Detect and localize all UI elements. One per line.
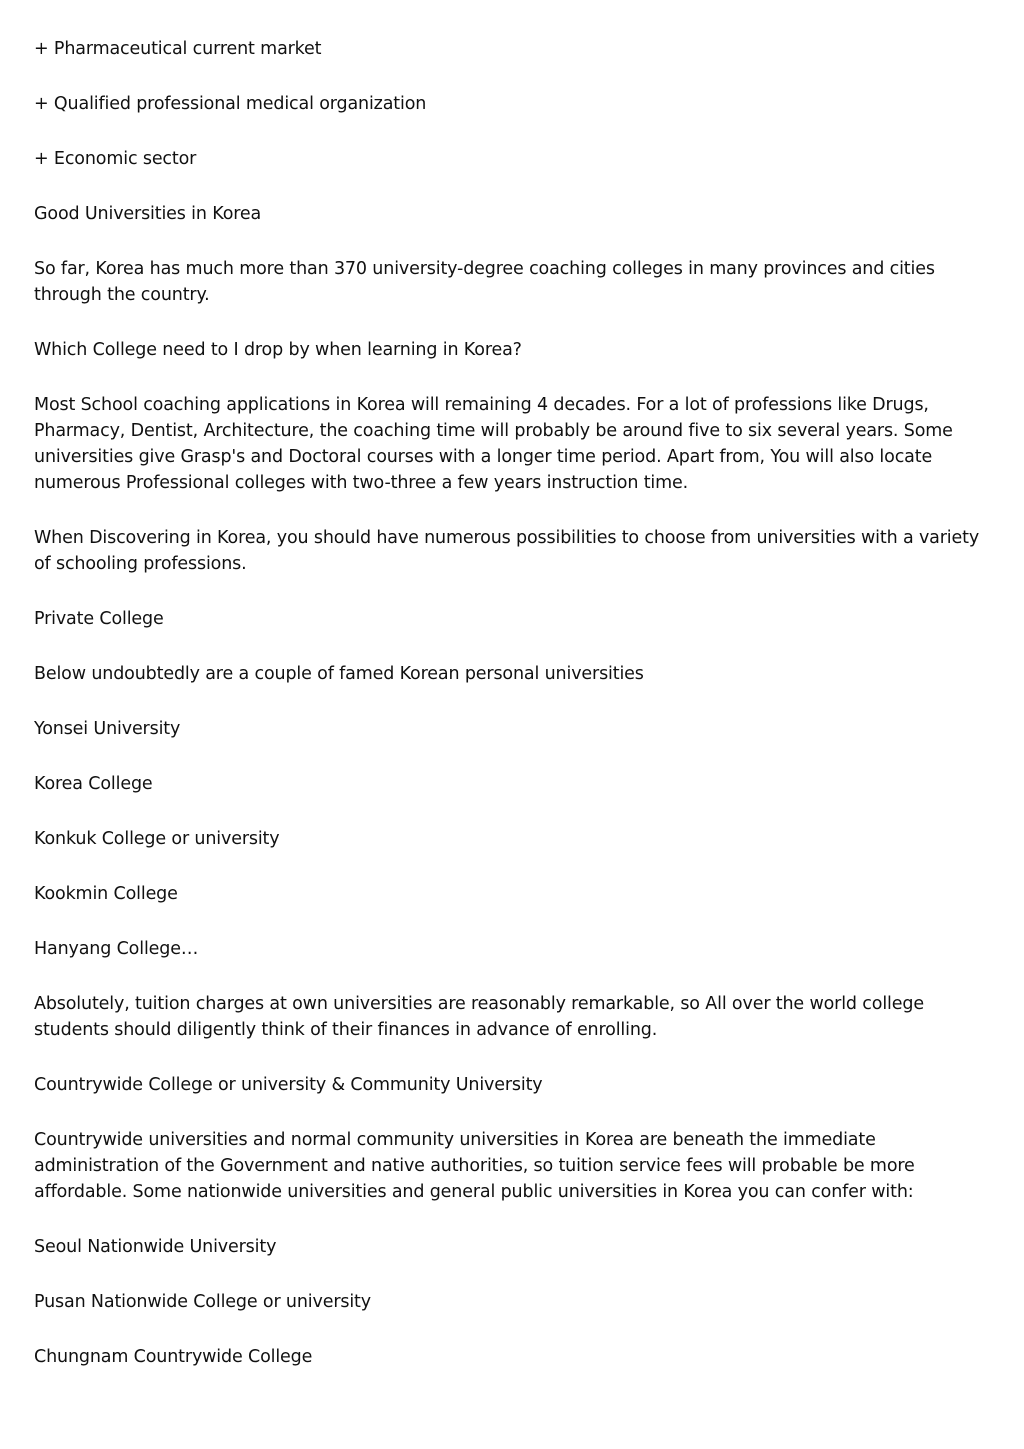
list-item-konkuk: Konkuk College or university: [34, 829, 280, 849]
bullet-medical-organization: + Qualified professional medical organization: [34, 94, 427, 114]
paragraph-possibilities: When Discovering in Korea, you should have numerous possibilities to choose from universities with a variety of schooling professions.: [34, 528, 980, 574]
list-item-seoul-national: Seoul Nationwide University: [34, 1237, 277, 1257]
section-heading-good-universities: Good Universities in Korea: [34, 204, 262, 224]
list-item-yonsei: Yonsei University: [34, 719, 181, 739]
paragraph-program-duration: Most School coaching applications in Korea will remaining 4 decades. For a lot of professions like Drugs, Pharmacy, Dentist, Architecture, the coaching time will probably be around five to six several years. Some universities give Grasp's and Doctoral courses with a longer time period. Apart from, You will also locate numerous Professional colleges with two-three a few years instruction time.: [34, 395, 953, 493]
section-heading-national-community: Countrywide College or university & Community University: [34, 1075, 543, 1095]
list-item-hanyang: Hanyang College…: [34, 939, 199, 959]
section-heading-private-college: Private College: [34, 609, 164, 629]
paragraph-private-intro: Below undoubtedly are a couple of famed Korean personal universities: [34, 664, 644, 684]
list-item-kookmin: Kookmin College: [34, 884, 178, 904]
list-item-korea-college: Korea College: [34, 774, 153, 794]
paragraph-university-count: So far, Korea has much more than 370 university-degree coaching colleges in many provinces and cities through the country.: [34, 259, 935, 305]
list-item-pusan-national: Pusan Nationwide College or university: [34, 1292, 371, 1312]
bullet-pharmaceutical-market: + Pharmaceutical current market: [34, 39, 322, 59]
document-page: [34, 36, 996, 1399]
paragraph-national-universities: Countrywide universities and normal community universities in Korea are beneath the immediate administration of the Government and native authorities, so tuition service fees will probable be more affordable. Some nationwide universities and general public universities in Korea you can confer with:: [34, 1130, 915, 1202]
paragraph-tuition-private: Absolutely, tuition charges at own universities are reasonably remarkable, so All over the world college students should diligently think of their finances in advance of enrolling.: [34, 994, 924, 1040]
list-item-chungnam: Chungnam Countrywide College: [34, 1347, 313, 1367]
section-heading-which-college: Which College need to I drop by when learning in Korea?: [34, 340, 522, 360]
bullet-economic-sector: + Economic sector: [34, 149, 197, 169]
